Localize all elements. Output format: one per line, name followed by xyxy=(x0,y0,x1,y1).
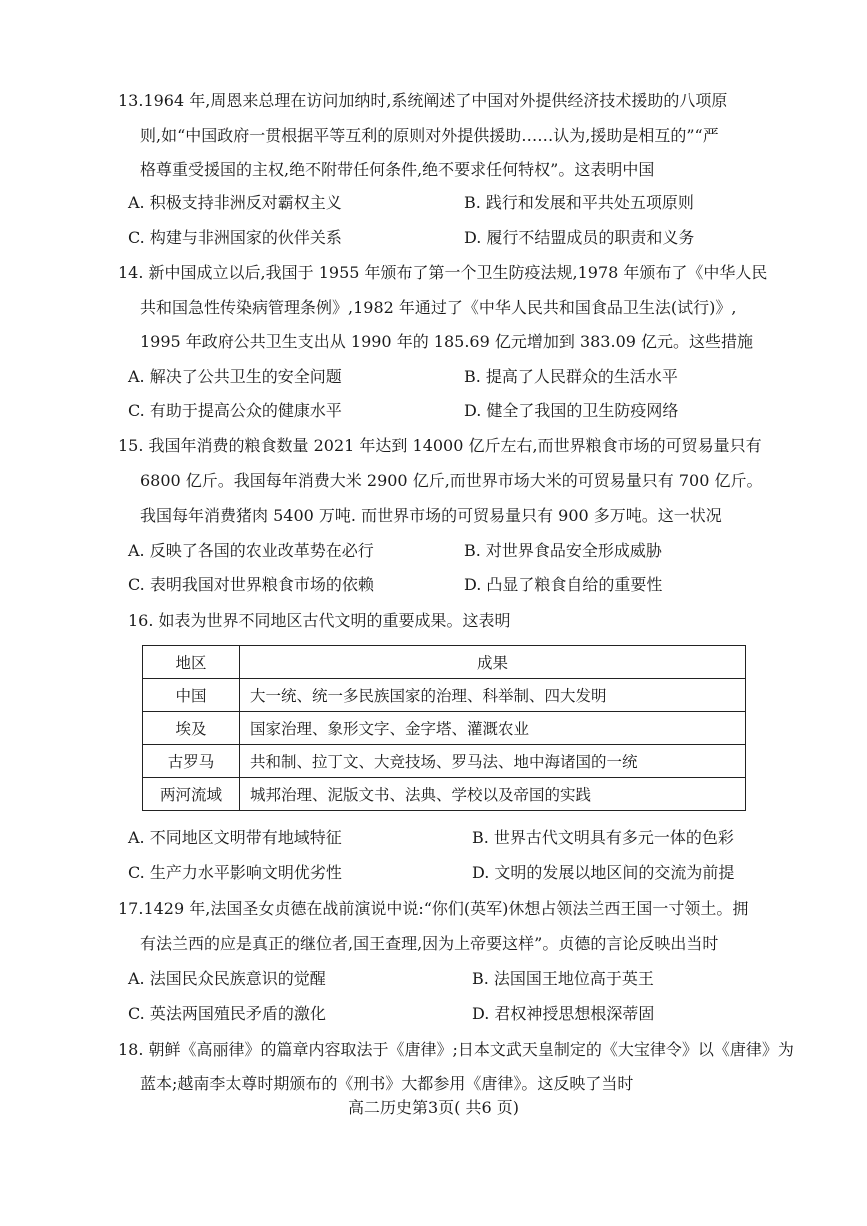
q13-option-b[interactable]: B. 践行和发展和平共处五项原则 xyxy=(464,193,694,212)
table-header-row xyxy=(143,646,746,679)
q15-option-c[interactable]: C. 表明我国对世界粮食市场的依赖 xyxy=(128,575,374,594)
table-cell-region: 两河流域 xyxy=(143,778,240,811)
q18-stem-line: 蓝本;越南李太尊时期颁布的《刑书》大都参用《唐律》。这反映了当时 xyxy=(140,1074,634,1093)
q15-stem-line: 6800 亿斤。我国每年消费大米 2900 亿斤,而世界市场大米的可贸易量只有 700 亿斤。 xyxy=(140,471,763,490)
q18-stem-line: 18. 朝鲜《高丽律》的篇章内容取法于《唐律》;日本文武天皇制定的《大宝律令》以《唐律》为 xyxy=(118,1040,794,1059)
q13-option-a[interactable]: A. 积极支持非洲反对霸权主义 xyxy=(128,193,342,212)
table-cell-achievement: 国家治理、象形文字、金字塔、灌溉农业 xyxy=(240,712,746,745)
q16-option-c[interactable]: C. 生产力水平影响文明优劣性 xyxy=(128,863,342,882)
table-cell-achievement: 大一统、统一多民族国家的治理、科举制、四大发明 xyxy=(240,679,746,712)
q14-option-b[interactable]: B. 提高了人民群众的生活水平 xyxy=(464,367,678,386)
q14-option-d[interactable]: D. 健全了我国的卫生防疫网络 xyxy=(464,401,679,420)
q14-stem-line: 14. 新中国成立以后,我国于 1955 年颁布了第一个卫生防疫法规,1978 年颁布了《中华人民 xyxy=(118,263,768,282)
table-cell-achievement: 共和制、拉丁文、大竞技场、罗马法、地中海诸国的一统 xyxy=(240,745,746,778)
table-cell-region: 古罗马 xyxy=(143,745,240,778)
q17-option-d[interactable]: D. 君权神授思想根深蒂固 xyxy=(472,1004,655,1023)
q17-option-a[interactable]: A. 法国民众民族意识的觉醒 xyxy=(128,969,326,988)
q13-stem-line: 13.1964 年,周恩来总理在访问加纳时,系统阐述了中国对外提供经济技术援助的八项原 xyxy=(118,91,728,110)
q14-stem-line: 共和国急性传染病管理条例》,1982 年通过了《中华人民共和国食品卫生法(试行)》, xyxy=(140,298,737,317)
q16-option-b[interactable]: B. 世界古代文明具有多元一体的色彩 xyxy=(472,828,734,847)
q17-stem-line: 17.1429 年,法国圣女贞德在战前演说中说:“你们(英军)休想占领法兰西王国一寸领土。拥 xyxy=(118,899,749,918)
q17-option-c[interactable]: C. 英法两国殖民矛盾的激化 xyxy=(128,1004,326,1023)
q14-stem-line: 1995 年政府公共卫生支出从 1990 年的 185.69 亿元增加到 383.09 亿元。这些措施 xyxy=(140,332,754,351)
civilization-table xyxy=(142,645,746,811)
table-header-achievement: 成果 xyxy=(240,646,746,679)
q13-stem-line: 则,如“中国政府一贯根据平等互利的原则对外提供援助……认为,援助是相互的”“严 xyxy=(140,126,719,145)
q13-stem-line: 格尊重受援国的主权,绝不附带任何条件,绝不要求任何特权”。这表明中国 xyxy=(140,160,655,179)
table-row xyxy=(143,679,746,712)
q15-stem-line: 15. 我国年消费的粮食数量 2021 年达到 14000 亿斤左右,而世界粮食市场的可贸易量只有 xyxy=(118,436,762,455)
table-row xyxy=(143,712,746,745)
q15-option-a[interactable]: A. 反映了各国的农业改革势在必行 xyxy=(128,541,374,560)
table-cell-region: 埃及 xyxy=(143,712,240,745)
table-row xyxy=(143,745,746,778)
q16-option-a[interactable]: A. 不同地区文明带有地域特征 xyxy=(128,828,342,847)
page-footer: 高二历史第3页( 共6 页) xyxy=(347,1098,520,1117)
q16-option-d[interactable]: D. 文明的发展以地区间的交流为前提 xyxy=(472,863,735,882)
q14-option-a[interactable]: A. 解决了公共卫生的安全问题 xyxy=(128,367,342,386)
q16-stem-line: 16. 如表为世界不同地区古代文明的重要成果。这表明 xyxy=(128,611,511,630)
table-cell-achievement: 城邦治理、泥版文书、法典、学校以及帝国的实践 xyxy=(240,778,746,811)
table-row xyxy=(143,778,746,811)
q17-stem-line: 有法兰西的应是真正的继位者,国王查理,因为上帝要这样”。贞德的言论反映出当时 xyxy=(140,934,719,953)
q13-option-c[interactable]: C. 构建与非洲国家的伙伴关系 xyxy=(128,228,342,247)
q15-option-d[interactable]: D. 凸显了粮食自给的重要性 xyxy=(464,575,663,594)
q15-stem-line: 我国每年消费猪肉 5400 万吨. 而世界市场的可贸易量只有 900 多万吨。这一状况 xyxy=(140,506,722,525)
q17-option-b[interactable]: B. 法国国王地位高于英王 xyxy=(472,969,654,988)
q13-option-d[interactable]: D. 履行不结盟成员的职责和义务 xyxy=(464,228,695,247)
q15-option-b[interactable]: B. 对世界食品安全形成威胁 xyxy=(464,541,662,560)
table-header-region: 地区 xyxy=(143,646,240,679)
table-cell-region: 中国 xyxy=(143,679,240,712)
q14-option-c[interactable]: C. 有助于提高公众的健康水平 xyxy=(128,401,342,420)
